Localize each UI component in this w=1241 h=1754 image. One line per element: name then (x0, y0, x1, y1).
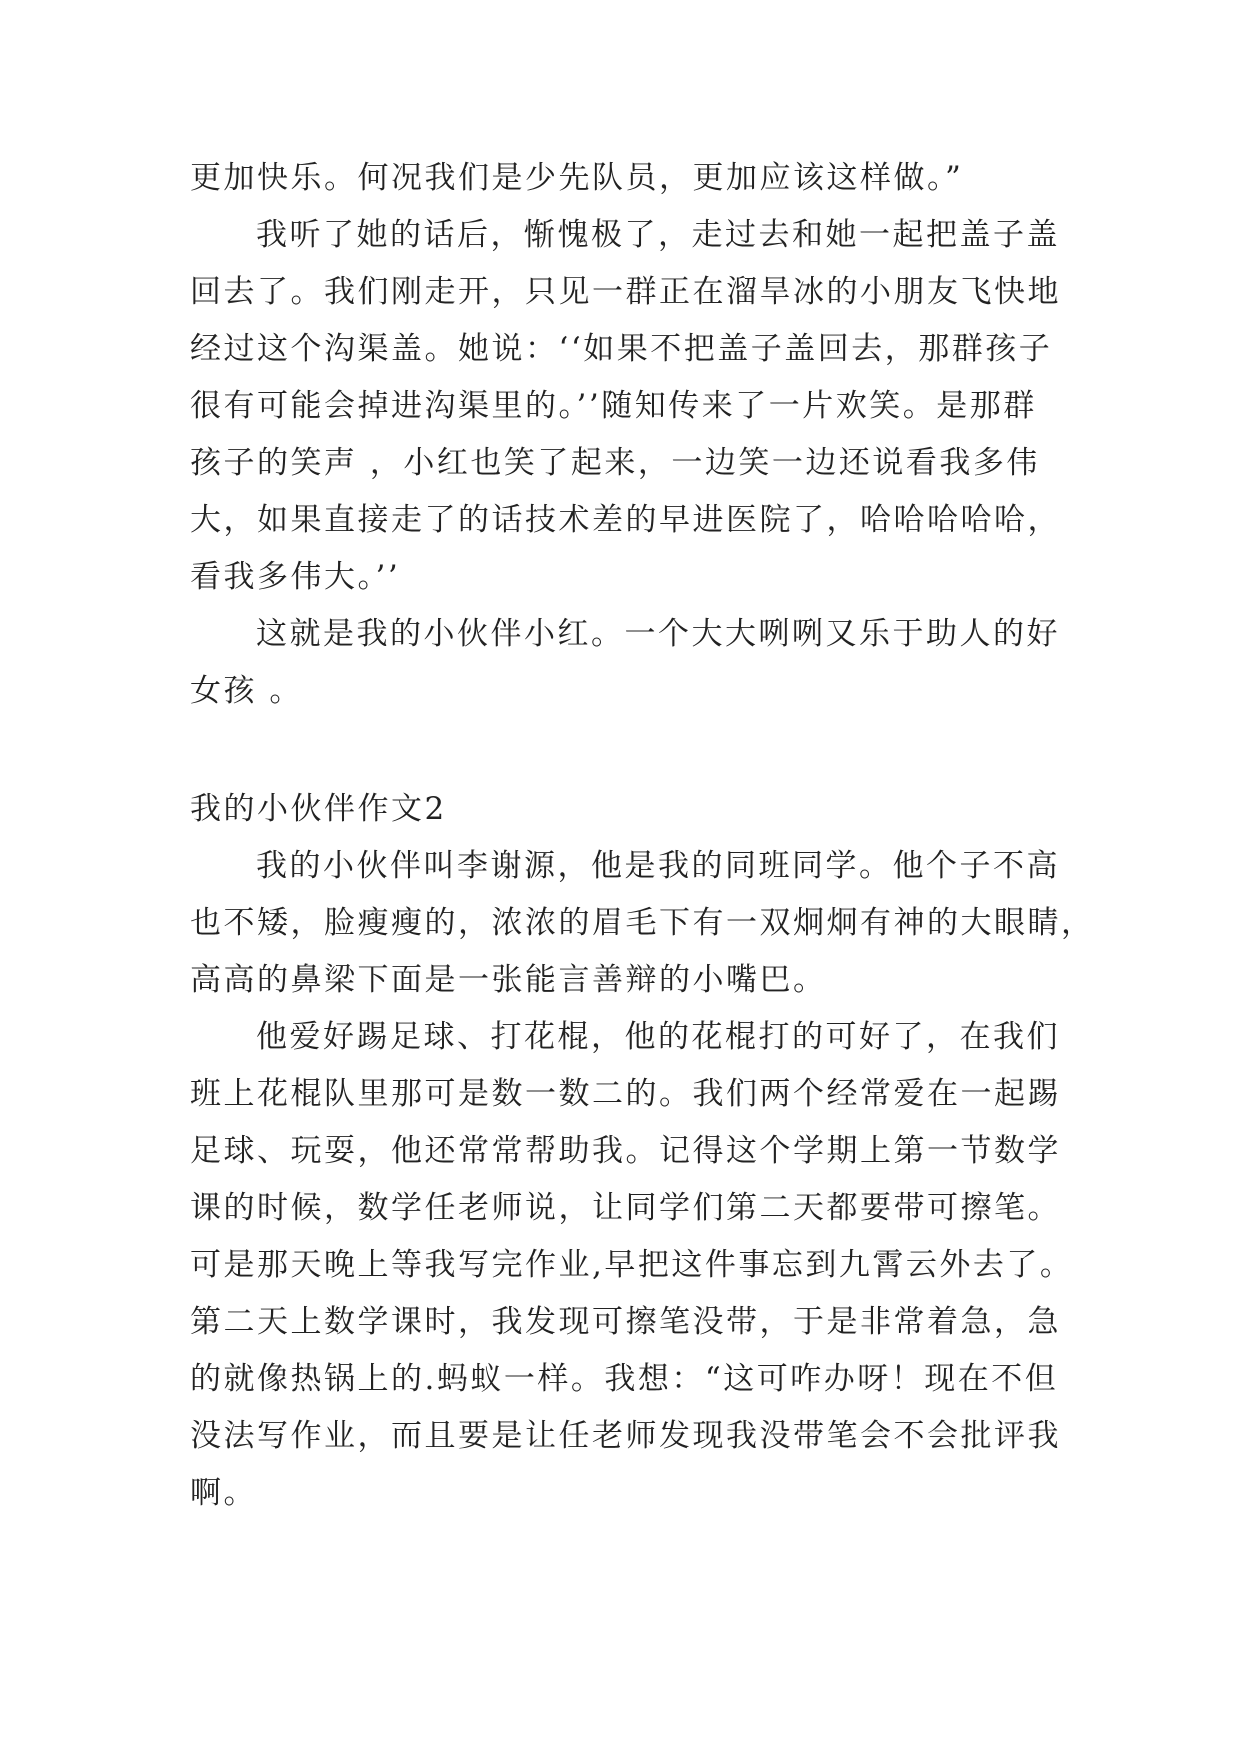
section-title: 我的小伙伴作文2 (190, 791, 447, 827)
paragraph-line: 经过这个沟渠盖。她说：‘‘如果不把盖子盖回去，那群孩子 (190, 331, 1053, 367)
paragraph-line: 他爱好踢足球、打花棍，他的花棍打的可好了，在我们 (256, 1019, 1060, 1055)
paragraph-line: 更加快乐。何况我们是少先队员，更加应该这样做。” (190, 160, 964, 196)
paragraph-line: 没法写作业，而且要是让任老师发现我没带笔会不会批评我 (190, 1418, 1061, 1454)
paragraph-line: 啊。 (190, 1475, 257, 1511)
paragraph-line: 我的小伙伴叫李谢源，他是我的同班同学。他个子不高 (256, 848, 1060, 884)
paragraph-line: 这就是我的小伙伴小红。一个大大咧咧又乐于助人的好 (256, 616, 1060, 652)
paragraph-line: 大，如果直接走了的话技术差的早进医院了，哈哈哈哈哈， (190, 502, 1061, 538)
paragraph-line: 孩子的笑声 ，小红也笑了起来，一边笑一边还说看我多伟 (190, 445, 1040, 481)
paragraph-line: 足球、玩耍，他还常常帮助我。记得这个学期上第一节数学 (190, 1133, 1061, 1169)
paragraph-line: 也不矮，脸瘦瘦的，浓浓的眉毛下有一双炯炯有神的大眼睛， (190, 905, 1095, 941)
paragraph-line: 很有可能会掉进沟渠里的。’’随知传来了一片欢笑。是那群 (190, 388, 1037, 424)
paragraph-line: 的就像热锅上的.蚂蚁一样。我想：“这可咋办呀！现在不但 (190, 1361, 1059, 1397)
paragraph-line: 可是那天晚上等我写完作业,早把这件事忘到九霄云外去了。 (190, 1247, 1074, 1283)
paragraph-line: 女孩 。 (190, 673, 303, 709)
paragraph-line: 看我多伟大。’’ (190, 559, 401, 595)
paragraph-line: 高高的鼻梁下面是一张能言善辩的小嘴巴。 (190, 962, 827, 998)
paragraph-line: 我听了她的话后，惭愧极了，走过去和她一起把盖子盖 (256, 217, 1060, 253)
paragraph-line: 回去了。我们刚走开，只见一群正在溜旱冰的小朋友飞快地 (190, 274, 1061, 310)
paragraph-line: 第二天上数学课时，我发现可擦笔没带，于是非常着急，急 (190, 1304, 1061, 1340)
paragraph-line: 课的时候，数学任老师说，让同学们第二天都要带可擦笔。 (190, 1190, 1061, 1226)
paragraph-line: 班上花棍队里那可是数一数二的。我们两个经常爱在一起踢 (190, 1076, 1061, 1112)
